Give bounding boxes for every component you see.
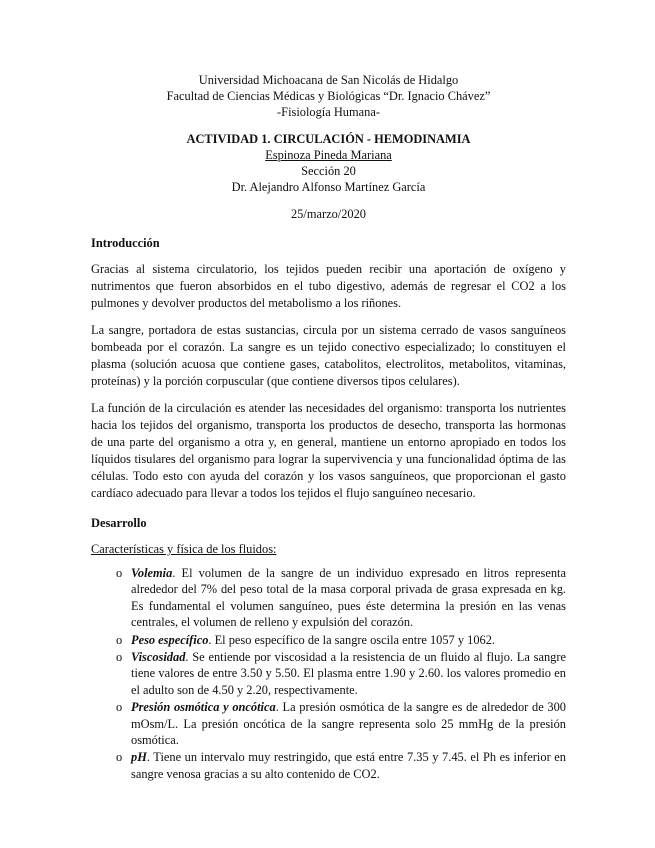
- document-date: 25/marzo/2020: [290, 207, 366, 221]
- bullet-icon: o: [116, 700, 123, 715]
- list-item: [116, 649, 566, 698]
- list-term: Viscosidad: [131, 650, 186, 665]
- list-item: [116, 749, 566, 782]
- list-text: . El peso específico de la sangre oscila entre 1057 y 1062.: [208, 632, 496, 647]
- intro-paragraph-2: La sangre, portadora de estas sustancias, circula por un sistema cerrado de vasos sanguíneos bombeada por el corazón. La sangre es un tejido conectivo especializado; lo constituyen el plasma (solución acuosa que contiene gases, catabolitos, electrolitos, metabolitos, vitaminas, proteínas) y la porción corpuscular (que contiene diversos tipos celulares).: [91, 323, 566, 388]
- bullet-icon: o: [116, 750, 123, 765]
- intro-heading: Introducción: [91, 236, 160, 250]
- document-header: [91, 72, 566, 222]
- teacher-name: Dr. Alejandro Alfonso Martínez García: [231, 180, 426, 194]
- list-term: Volemia: [131, 566, 173, 580]
- list-text: . El volumen de la sangre de un individuo expresado en litros representa alrededor del 7% del peso total de la masa corporal privada de grasa expresada en kg. Es fundamental el volumen sanguíneo, pues éste determina la presión en las venas centrales, el volumen de relleno y expulsión del corazón.: [131, 566, 566, 630]
- student-name: Espinoza Pineda Mariana: [265, 148, 392, 162]
- intro-paragraph-3: La función de la circulación es atender las necesidades del organismo: transporta los nutrientes hacia los tejidos del organismo, transporta los productos de desecho, transporta las hormonas de una parte del organismo a otra y, en general, mantiene un entorno apropiado en todos los líquidos tisulares del organismo para lograr la supervivencia y una funcionalidad óptima de las células. Todo esto con ayuda del corazón y los vasos sanguíneos, que proporcionan el gasto cardíaco adecuado para llevar a todos los tejidos el flujo sanguíneo necesario.: [91, 401, 566, 500]
- activity-title: ACTIVIDAD 1. CIRCULACIÓN - HEMODINAMIA: [186, 132, 471, 146]
- list-text: . Se entiende por viscosidad a la resistencia de un fluido al flujo. La sangre tiene valores de entre 3.50 y 5.50. El plasma entre 1.90 y 2.60. los valores promedio en el adulto son de 4.50 y 2.20, respectivamente.: [131, 650, 566, 697]
- list-term: Presión osmótica y oncótica: [131, 700, 276, 715]
- list-item: [116, 699, 566, 748]
- bullet-icon: o: [116, 632, 123, 647]
- fluids-subheading: Características y física de los fluidos:: [91, 542, 277, 556]
- list-item: [116, 632, 566, 648]
- list-text: . Tiene un intervalo muy restringido, que está entre 7.35 y 7.45. el Ph es inferior en sangre venosa gracias a su alto contenido de CO2.: [131, 750, 566, 781]
- list-term: pH: [131, 750, 147, 765]
- subject-name: -Fisiología Humana-: [277, 105, 380, 119]
- section-label: Sección 20: [301, 164, 356, 178]
- list-text: . La presión osmótica de la sangre es de alrededor de 300 mOsm/L. La presión oncótica de la sangre representa solo 25 mmHg de la presión osmótica.: [131, 700, 566, 748]
- development-heading: Desarrollo: [91, 516, 147, 530]
- bullet-icon: o: [116, 566, 123, 580]
- bullet-icon: o: [116, 650, 123, 665]
- university-name: Universidad Michoacana de San Nicolás de Hidalgo: [198, 73, 459, 87]
- intro-paragraph-1: Gracias al sistema circulatorio, los tejidos pueden recibir una aportación de oxígeno y nutrimentos que fueron absorbidos en el tubo digestivo, además de regresar el CO2 a los pulmones y devolver productos del metabolismo a los riñones.: [91, 262, 566, 310]
- fluid-properties-list: [91, 565, 566, 782]
- list-term: Peso específico: [131, 632, 209, 647]
- faculty-name: Facultad de Ciencias Médicas y Biológicas “Dr. Ignacio Chávez”: [166, 89, 491, 103]
- list-item: [116, 565, 566, 631]
